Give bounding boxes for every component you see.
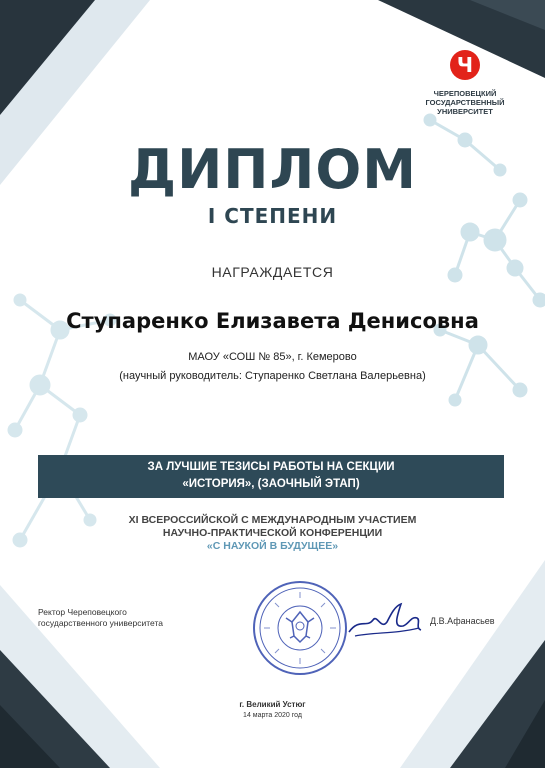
recipient-name: Ступаренко Елизавета Денисовна <box>66 309 479 333</box>
rector-signature <box>345 598 425 643</box>
supervisor-line: (научный руководитель: Ступаренко Светлана Валерьевна) <box>119 370 426 382</box>
emblem-letter: Ч <box>456 53 474 77</box>
award-banner <box>38 455 504 498</box>
university-name: ЧЕРЕПОВЕЦКИЙ ГОСУДАРСТВЕННЫЙ УНИВЕРСИТЕТ <box>425 89 505 116</box>
certificate-title: ДИПЛОМ <box>128 138 417 201</box>
signer-name: Д.В.Афанасьев <box>430 616 495 626</box>
university-emblem-icon <box>448 48 482 82</box>
official-seal-icon <box>250 578 350 678</box>
conference-line-3: «С НАУКОЙ В БУДУЩЕЕ» <box>206 540 339 552</box>
banner-line-1: ЗА ЛУЧШИЕ ТЕЗИСЫ РАБОТЫ НА СЕКЦИИ <box>147 461 395 473</box>
recipient-school: МАОУ «СОШ № 85», г. Кемерово <box>188 351 357 363</box>
certificate-degree: I СТЕПЕНИ <box>207 204 338 228</box>
issue-date: 14 марта 2020 год <box>243 712 302 719</box>
university-logo <box>415 48 515 116</box>
rector-title: Ректор Череповецкого государственного университета <box>38 607 164 628</box>
awarded-label: НАГРАЖДАЕТСЯ <box>211 264 334 280</box>
issue-place: г. Великий Устюг <box>239 700 306 709</box>
conference-block <box>0 514 545 553</box>
banner-line-2: «ИСТОРИЯ», (ЗАОЧНЫЙ ЭТАП) <box>182 478 360 490</box>
conference-line-1: XI ВСЕРОССИЙСКОЙ С МЕЖДУНАРОДНЫМ УЧАСТИЕМ <box>128 514 417 526</box>
conference-line-2: НАУЧНО-ПРАКТИЧЕСКОЙ КОНФЕРЕНЦИИ <box>162 527 383 539</box>
